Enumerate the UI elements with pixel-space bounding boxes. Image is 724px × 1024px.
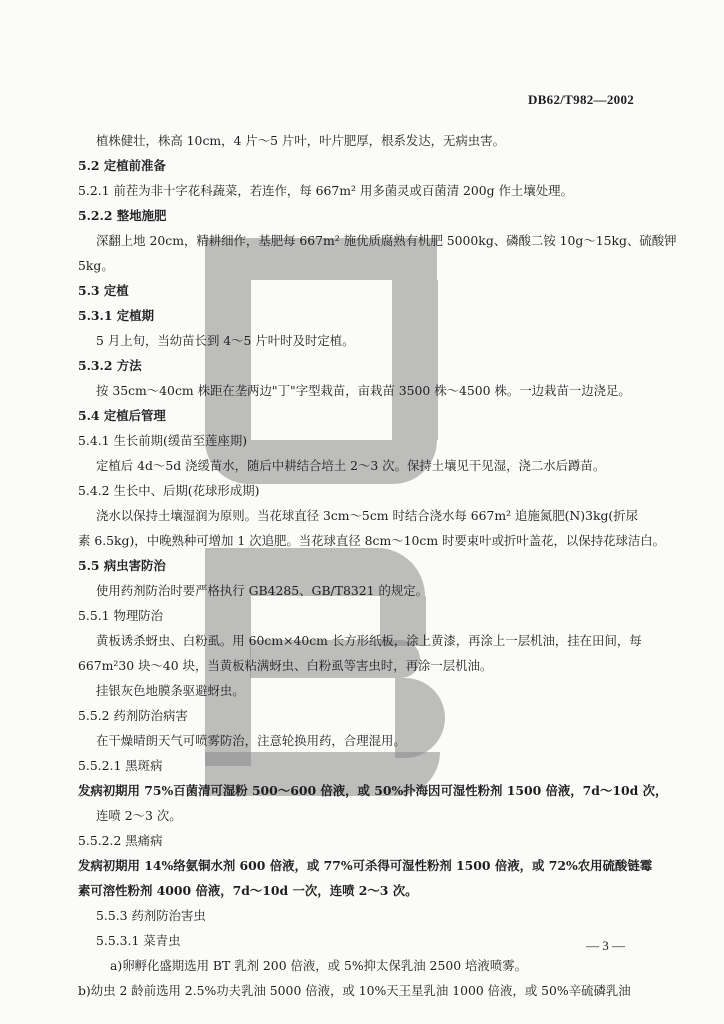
section-heading: 5.3.2 方法	[78, 358, 142, 373]
text-line: 667m²30 块～40 块，当黄板粘满蚜虫、白粉虱等害虫时，再涂一层机油。	[78, 658, 493, 673]
text-line: 使用药剂防治时要严格执行 GB4285、GB/T8321 的规定。	[96, 583, 429, 598]
text-line: 素 6.5kg)，中晚熟种可增加 1 次追肥。当花球直径 8cm～10cm 时要束叶或折叶盖花，以保持花球洁白。	[78, 533, 666, 548]
section-heading: 5.2.2 整地施肥	[78, 208, 167, 223]
section-heading: 素可溶性粉剂 4000 倍液，7d～10d 一次，连喷 2～3 次。	[78, 883, 418, 898]
text-line: 按 35cm～40cm 株距在垄两边"丁"字型栽苗，亩栽苗 3500 株～4500 株。一边栽苗一边浇足。	[96, 383, 631, 398]
section-heading: 5.2 定植前准备	[78, 158, 166, 173]
text-line: 挂银灰色地膜条驱避蚜虫。	[96, 683, 245, 698]
section-heading: 5.3.1 定植期	[78, 308, 154, 323]
text-line: 植株健壮，株高 10cm，4 片～5 片叶，叶片肥厚，根系发达，无病虫害。	[96, 133, 505, 148]
text-line: 5.5.3 药剂防治害虫	[96, 908, 206, 923]
text-line: 5.5.2.2 黑痛病	[78, 833, 163, 848]
section-heading: 发病初期用 14%络氨铜水剂 600 倍液，或 77%可杀得可湿性粉剂 1500 倍液，或 72%农用硫酸链霉	[78, 858, 653, 873]
text-line: 浇水以保持土壤湿润为原则。当花球直径 3cm～5cm 时结合浇水每 667m² 追施氮肥(N)3kg(折尿	[96, 508, 639, 523]
text-line: 在干燥晴朗天气可喷雾防治，注意轮换用药，合理混用。	[96, 733, 406, 748]
section-heading: 5.4 定植后管理	[78, 408, 166, 423]
section-heading: 5.3 定植	[78, 283, 129, 298]
text-line: 连喷 2～3 次。	[96, 808, 182, 823]
text-line: 5.5.3.1 菜青虫	[96, 933, 181, 948]
section-heading: 5.4.2 生长中、后期(花球形成期)	[78, 483, 260, 498]
section-heading: b)幼虫 2 龄前选用 2.5%功夫乳油 5000 倍液，或 10%天王星乳油 1000 倍液，或 50%辛硫磷乳油	[78, 983, 631, 998]
text-line: a)卵孵化盛期选用 BT 乳剂 200 倍液，或 5%抑太保乳油 2500 培液喷雾。	[110, 958, 527, 973]
section-heading: 5.5 病虫害防治	[78, 558, 166, 573]
standard-code: DB62/T982—2002	[528, 92, 635, 107]
section-heading: 5.5.1 物理防治	[78, 608, 164, 623]
section-heading: 5.4.1 生长前期(缓苗至莲座期)	[78, 433, 248, 448]
page-number: — 3 —	[586, 938, 625, 953]
text-line: 黄板诱杀蚜虫、白粉虱。用 60cm×40cm 长方形纸板，涂上黄漆，再涂上一层机油，挂在田间，每	[96, 633, 642, 648]
text-line: 5.2.1 前茬为非十字花科蔬菜，若连作，每 667m² 用多菌灵或百菌清 200g 作土壤处理。	[78, 183, 573, 198]
text-line: 5kg。	[78, 258, 114, 273]
text-line: 深翻上地 20cm，精耕细作，基肥每 667m² 施优质腐熟有机肥 5000kg、磷酸二铵 10g～15kg、硫酸钾	[96, 233, 677, 248]
section-heading: 5.5.2 药剂防治病害	[78, 708, 188, 723]
section-heading: 发病初期用 75%百菌清可湿粉 500～600 倍液，或 50%扑海因可湿性粉剂 1500 倍液，7d～10d 次，	[78, 783, 668, 798]
text-line: 5.5.2.1 黑斑病	[78, 758, 163, 773]
text-line: 定植后 4d～5d 浇缓苗水，随后中耕结合培土 2～3 次。保持土壤见干见湿，浇二水后蹲苗。	[96, 458, 606, 473]
text-line: 5 月上旬，当幼苗长到 4～5 片叶时及时定植。	[96, 333, 355, 348]
